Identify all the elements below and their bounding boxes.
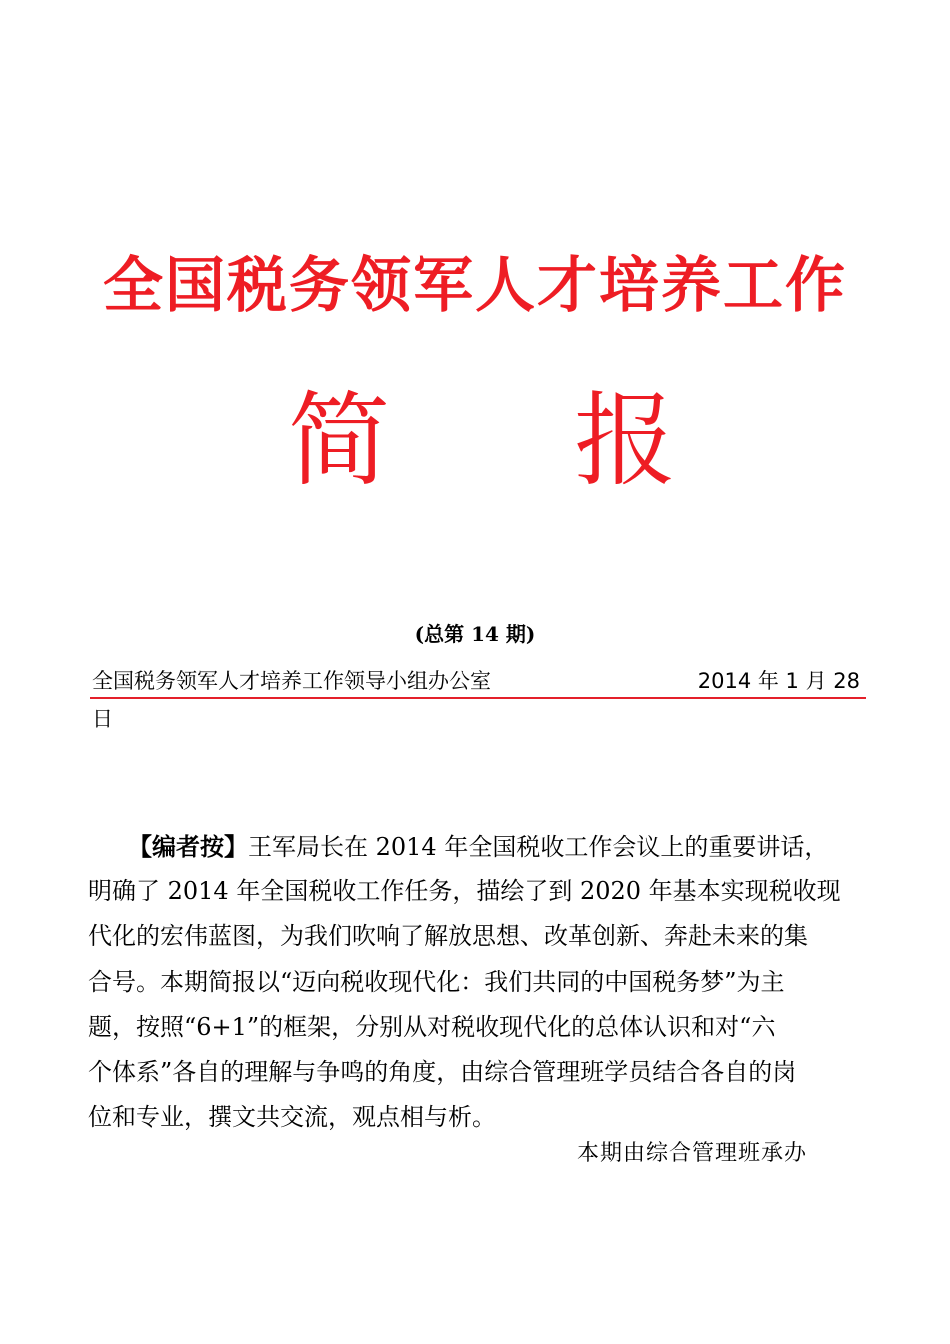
editor-note-line (88, 824, 860, 869)
issue-number: (总第 14 期) (414, 622, 536, 646)
editor-note-line: 位和专业，撰文共交流，观点相与析。 (88, 1103, 496, 1132)
editor-note-line: 个体系”各自的理解与争鸣的角度，由综合管理班学员结合各自的岗 (88, 1057, 797, 1086)
masthead-title: 全国税务领军人才培养工作 (103, 251, 847, 321)
editor-note-line: 代化的宏伟蓝图，为我们吹响了解放思想、改革创新、奔赴未来的集 (88, 922, 808, 951)
editor-note-label: 【编者按】 (128, 832, 248, 861)
editor-note-text: 王军局长在 2014 年全国税收工作会议上的重要讲话， (248, 833, 829, 861)
issue-date: 2014 年 1 月 28 (697, 669, 860, 693)
editor-note (88, 824, 860, 1140)
editor-note-line: 明确了 2014 年全国税收工作任务，描绘了到 2020 年基本实现税收现 (88, 877, 841, 906)
undertaker-line: 本期由综合管理班承办 (577, 1141, 808, 1166)
issue-date-day: 日 (92, 707, 113, 731)
editor-note-line: 题，按照“6+1”的框架，分别从对税收现代化的总体认识和对“六 (88, 1012, 776, 1041)
issuer-office: 全国税务领军人才培养工作领导小组办公室 (92, 669, 491, 693)
editor-note-line: 合号。本期简报以“迈向税收现代化：我们共同的中国税务梦”为主 (88, 967, 785, 996)
masthead-subtitle-jian: 简 (288, 382, 390, 501)
header-divider (90, 697, 866, 699)
masthead-subtitle-bao: 报 (574, 382, 676, 501)
